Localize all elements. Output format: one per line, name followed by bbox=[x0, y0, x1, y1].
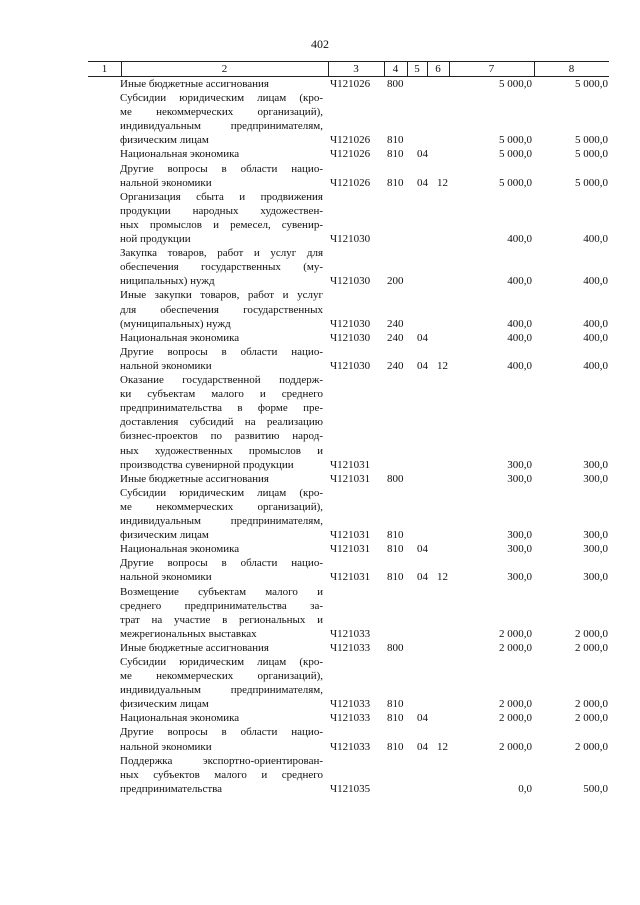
row-name bbox=[120, 711, 323, 725]
row-section: 04 bbox=[417, 712, 428, 725]
row-name-line: индивидуальным предпринимателям, bbox=[120, 515, 323, 528]
row-name bbox=[120, 754, 323, 796]
row-amount-1: 2 000,0 bbox=[499, 698, 532, 711]
row-name-line: Иные бюджетные ассигнования bbox=[120, 641, 269, 654]
row-amount-2: 5 000,0 bbox=[575, 78, 608, 90]
row-name-line: Национальная экономика bbox=[120, 148, 240, 161]
row-name-line: ме некоммерческих организаций), bbox=[120, 106, 323, 119]
row-expense-type: 810 bbox=[387, 543, 404, 556]
row-name-line: ных художественных промыслов и bbox=[120, 444, 323, 457]
row-name-line: Иные бюджетные ассигнования bbox=[120, 78, 269, 90]
row-name-line: Субсидии юридическим лицам (кро- bbox=[120, 486, 323, 499]
row-name bbox=[120, 725, 323, 753]
row-amount-2: 2 000,0 bbox=[575, 740, 608, 753]
row-amount-2: 2 000,0 bbox=[575, 712, 608, 725]
row-name-line: трат на участие в региональных и bbox=[120, 613, 323, 626]
row-name-line: ной продукции bbox=[120, 233, 191, 246]
row-code: Ч121033 bbox=[330, 641, 371, 654]
row-amount-2: 300,0 bbox=[583, 543, 608, 556]
row-name-line: (муниципальных) нужд bbox=[120, 317, 231, 330]
row-name-line: Иные закупки товаров, работ и услуг bbox=[120, 289, 323, 302]
table-row bbox=[0, 373, 640, 472]
table-header bbox=[88, 61, 609, 77]
row-expense-type: 810 bbox=[387, 134, 404, 147]
row-name-line: Другие вопросы в области нацио- bbox=[120, 557, 323, 570]
row-name-line: индивидуальным предпринимателям, bbox=[120, 684, 323, 697]
row-amount-2: 400,0 bbox=[583, 331, 608, 344]
row-name bbox=[120, 641, 323, 655]
row-amount-1: 300,0 bbox=[507, 472, 532, 485]
row-name-line: Другие вопросы в области нацио- bbox=[120, 726, 323, 739]
row-amount-1: 400,0 bbox=[507, 331, 532, 344]
header-col-3: 3 bbox=[353, 63, 359, 75]
row-code: Ч121030 bbox=[330, 317, 371, 330]
table-row bbox=[0, 246, 640, 288]
row-amount-1: 2 000,0 bbox=[499, 740, 532, 753]
table-row bbox=[0, 711, 640, 725]
row-code: Ч121031 bbox=[330, 472, 371, 485]
row-name-line: ных промыслов и ремесел, сувенир- bbox=[120, 218, 323, 231]
row-name-line: Другие вопросы в области нацио- bbox=[120, 162, 323, 175]
table-row bbox=[0, 754, 640, 796]
header-col-1: 1 bbox=[101, 63, 108, 75]
row-code: Ч121033 bbox=[330, 740, 371, 753]
row-amount-2: 500,0 bbox=[583, 782, 608, 795]
row-name-line: Закупка товаров, работ и услуг для bbox=[120, 247, 323, 260]
row-name-line: межрегиональных выставках bbox=[120, 627, 257, 640]
row-name bbox=[120, 542, 323, 556]
row-subsection: 12 bbox=[437, 176, 448, 189]
row-subsection: 12 bbox=[437, 571, 448, 584]
table-row bbox=[0, 162, 640, 190]
row-amount-1: 5 000,0 bbox=[499, 176, 532, 189]
row-section: 04 bbox=[417, 148, 428, 161]
table-row bbox=[0, 331, 640, 345]
row-amount-1: 2 000,0 bbox=[499, 627, 532, 640]
header-col-7: 7 bbox=[488, 63, 495, 75]
row-name bbox=[120, 585, 323, 641]
row-code: Ч121033 bbox=[330, 627, 371, 640]
row-name-line: нальной экономики bbox=[120, 359, 212, 372]
row-name bbox=[120, 246, 323, 288]
table-row bbox=[0, 641, 640, 655]
row-name-line: Поддержка экспортно-ориентирован- bbox=[120, 754, 323, 767]
row-name bbox=[120, 373, 323, 472]
row-name-line: предпринимательства в форме пре- bbox=[120, 402, 323, 415]
row-section: 04 bbox=[417, 740, 428, 753]
table-row bbox=[0, 190, 640, 246]
row-code: Ч121031 bbox=[330, 543, 371, 556]
row-expense-type: 810 bbox=[387, 529, 404, 542]
header-col-6: 6 bbox=[435, 63, 441, 75]
table-row bbox=[0, 345, 640, 373]
row-amount-1: 5 000,0 bbox=[499, 78, 532, 90]
row-expense-type: 810 bbox=[387, 571, 404, 584]
row-code: Ч121026 bbox=[330, 176, 371, 189]
row-expense-type: 240 bbox=[387, 317, 404, 330]
row-expense-type: 810 bbox=[387, 698, 404, 711]
row-name-line: для обеспечения государственных bbox=[120, 303, 323, 316]
row-name-line: ных субъектов малого и среднего bbox=[120, 768, 323, 781]
row-code: Ч121030 bbox=[330, 331, 371, 344]
header-col-4: 4 bbox=[392, 63, 399, 75]
row-name-line: физическим лицам bbox=[120, 698, 209, 711]
row-expense-type: 810 bbox=[387, 712, 404, 725]
table-row bbox=[0, 556, 640, 584]
row-name-line: нальной экономики bbox=[120, 740, 212, 753]
row-expense-type: 800 bbox=[387, 641, 404, 654]
row-name bbox=[120, 91, 323, 147]
row-amount-1: 400,0 bbox=[507, 275, 532, 288]
table-row bbox=[0, 542, 640, 556]
row-amount-2: 400,0 bbox=[583, 275, 608, 288]
row-name-line: Организация сбыта и продвижения bbox=[120, 190, 323, 203]
row-code: Ч121031 bbox=[330, 529, 371, 542]
row-amount-2: 300,0 bbox=[583, 571, 608, 584]
row-expense-type: 240 bbox=[387, 359, 404, 372]
row-name-line: Национальная экономика bbox=[120, 543, 240, 556]
row-expense-type: 800 bbox=[387, 78, 404, 90]
row-code: Ч121030 bbox=[330, 233, 371, 246]
row-name-line: ме некоммерческих организаций), bbox=[120, 670, 323, 683]
table-row bbox=[0, 655, 640, 711]
header-col-8: 8 bbox=[568, 63, 575, 75]
row-amount-1: 2 000,0 bbox=[499, 641, 532, 654]
row-name-line: Национальная экономика bbox=[120, 712, 240, 725]
row-section: 04 bbox=[417, 176, 428, 189]
row-name bbox=[120, 147, 323, 161]
row-amount-1: 400,0 bbox=[507, 233, 532, 246]
row-section: 04 bbox=[417, 359, 428, 372]
row-expense-type: 810 bbox=[387, 148, 404, 161]
row-name-line: продукции народных художествен- bbox=[120, 204, 323, 217]
row-amount-2: 300,0 bbox=[583, 472, 608, 485]
table-row bbox=[0, 486, 640, 542]
row-code: Ч121026 bbox=[330, 78, 371, 90]
row-section: 04 bbox=[417, 571, 428, 584]
row-name-line: ки субъектам малого и среднего bbox=[120, 388, 323, 401]
row-name bbox=[120, 190, 323, 246]
row-name bbox=[120, 556, 323, 584]
row-code: Ч121030 bbox=[330, 359, 371, 372]
table-row bbox=[0, 77, 640, 91]
row-name-line: физическим лицам bbox=[120, 134, 209, 147]
header-col-2: 2 bbox=[221, 63, 228, 75]
row-code: Ч121030 bbox=[330, 275, 371, 288]
row-name-line: Субсидии юридическим лицам (кро- bbox=[120, 655, 323, 668]
row-amount-2: 400,0 bbox=[583, 233, 608, 246]
row-name-line: среднего предпринимательства за- bbox=[120, 599, 323, 612]
row-subsection: 12 bbox=[437, 359, 448, 372]
row-name-line: Возмещение субъектам малого и bbox=[120, 585, 323, 598]
row-name-line: предпринимательства bbox=[120, 782, 223, 795]
row-amount-1: 5 000,0 bbox=[499, 134, 532, 147]
row-name bbox=[120, 655, 323, 711]
row-amount-1: 300,0 bbox=[507, 529, 532, 542]
row-code: Ч121033 bbox=[330, 698, 371, 711]
row-name bbox=[120, 472, 323, 486]
row-amount-2: 2 000,0 bbox=[575, 641, 608, 654]
row-name-line: ме некоммерческих организаций), bbox=[120, 500, 323, 513]
table-row bbox=[0, 288, 640, 330]
row-name-line: бизнес-проектов по развитию народ- bbox=[120, 430, 323, 443]
row-code: Ч121026 bbox=[330, 148, 371, 161]
row-amount-2: 300,0 bbox=[583, 529, 608, 542]
row-amount-1: 5 000,0 bbox=[499, 148, 532, 161]
row-expense-type: 800 bbox=[387, 472, 404, 485]
row-name-line: Субсидии юридическим лицам (кро- bbox=[120, 92, 323, 105]
header-col-5: 5 bbox=[414, 63, 420, 75]
row-amount-2: 400,0 bbox=[583, 359, 608, 372]
row-amount-2: 2 000,0 bbox=[575, 698, 608, 711]
row-amount-1: 0,0 bbox=[518, 782, 532, 795]
row-amount-1: 400,0 bbox=[507, 317, 532, 330]
row-name-line: Иные бюджетные ассигнования bbox=[120, 472, 269, 485]
row-name-line: Другие вопросы в области нацио- bbox=[120, 345, 323, 358]
row-expense-type: 810 bbox=[387, 176, 404, 189]
row-name-line: нальной экономики bbox=[120, 176, 212, 189]
row-code: Ч121031 bbox=[330, 458, 371, 471]
row-name bbox=[120, 486, 323, 542]
budget-table bbox=[0, 77, 640, 796]
row-name bbox=[120, 162, 323, 190]
row-name bbox=[120, 77, 323, 91]
row-amount-2: 400,0 bbox=[583, 317, 608, 330]
row-code: Ч121031 bbox=[330, 571, 371, 584]
table-row bbox=[0, 725, 640, 753]
row-name bbox=[120, 345, 323, 373]
row-name bbox=[120, 331, 323, 345]
row-name-line: нальной экономики bbox=[120, 571, 212, 584]
row-amount-1: 300,0 bbox=[507, 571, 532, 584]
row-expense-type: 240 bbox=[387, 331, 404, 344]
table-row bbox=[0, 472, 640, 486]
row-section: 04 bbox=[417, 331, 428, 344]
row-amount-2: 5 000,0 bbox=[575, 176, 608, 189]
row-name bbox=[120, 288, 323, 330]
page-number: 402 bbox=[311, 37, 329, 51]
row-amount-1: 300,0 bbox=[507, 543, 532, 556]
row-name-line: Национальная экономика bbox=[120, 331, 240, 344]
row-section: 04 bbox=[417, 543, 428, 556]
row-amount-1: 300,0 bbox=[507, 458, 532, 471]
row-amount-2: 5 000,0 bbox=[575, 134, 608, 147]
row-amount-2: 300,0 bbox=[583, 458, 608, 471]
row-name-line: ниципальных) нужд bbox=[120, 275, 215, 288]
row-name-line: физическим лицам bbox=[120, 529, 209, 542]
row-name-line: доставления субсидий на реализацию bbox=[120, 416, 323, 429]
row-name-line: Оказание государственной поддерж- bbox=[120, 374, 323, 387]
table-row bbox=[0, 584, 640, 640]
row-amount-2: 2 000,0 bbox=[575, 627, 608, 640]
row-amount-2: 5 000,0 bbox=[575, 148, 608, 161]
row-code: Ч121033 bbox=[330, 712, 371, 725]
row-expense-type: 810 bbox=[387, 740, 404, 753]
row-subsection: 12 bbox=[437, 740, 448, 753]
row-amount-1: 400,0 bbox=[507, 359, 532, 372]
table-row bbox=[0, 91, 640, 147]
row-amount-1: 2 000,0 bbox=[499, 712, 532, 725]
row-name-line: производства сувенирной продукции bbox=[120, 458, 294, 471]
row-name-line: обеспечения государственных (му- bbox=[120, 261, 323, 274]
table-row bbox=[0, 147, 640, 161]
row-code: Ч121026 bbox=[330, 134, 371, 147]
row-name-line: индивидуальным предпринимателям, bbox=[120, 120, 323, 133]
row-code: Ч121035 bbox=[330, 782, 371, 795]
row-expense-type: 200 bbox=[387, 275, 404, 288]
